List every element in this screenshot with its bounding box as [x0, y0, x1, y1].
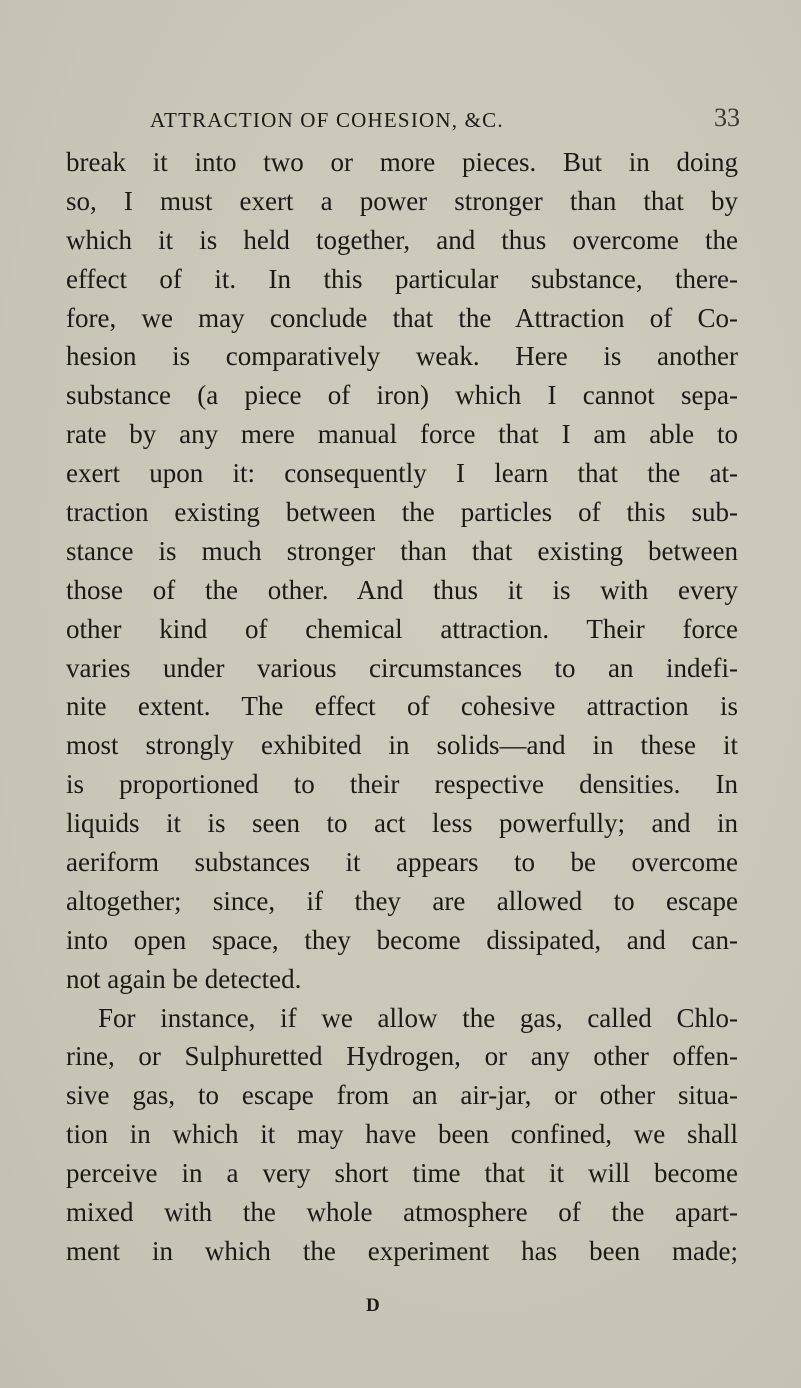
text-line: is proportioned to their respective densities. In: [66, 769, 738, 800]
text-line: other kind of chemical attraction. Their force: [66, 613, 738, 644]
page-number: 33: [714, 103, 740, 132]
text-line: traction existing between the particles of this sub-: [66, 497, 738, 528]
text-line: exert upon it: consequently I learn that the at-: [66, 458, 738, 489]
text-line: ment in which the experiment has been made;: [66, 1235, 738, 1266]
signature-mark: D: [366, 1295, 380, 1316]
text-line: which it is held together, and thus overcome the: [66, 224, 738, 255]
text-line: For instance, if we allow the gas, called Chlo-: [98, 1002, 738, 1033]
text-line: stance is much stronger than that existing between: [66, 535, 738, 566]
text-line: rate by any mere manual force that I am able to: [66, 419, 738, 450]
text-line: aeriform substances it appears to be overcome: [66, 847, 738, 878]
body-text: [66, 143, 738, 1271]
text-line: most strongly exhibited in solids—and in these it: [66, 730, 738, 761]
text-line: mixed with the whole atmosphere of the apart-: [66, 1197, 738, 1228]
text-line: break it into two or more pieces. But in doing: [66, 147, 738, 177]
text-line: rine, or Sulphuretted Hydrogen, or any other offen-: [66, 1041, 738, 1072]
text-line: effect of it. In this particular substance, there-: [66, 263, 738, 294]
text-line: perceive in a very short time that it will become: [66, 1158, 738, 1189]
text-line: into open space, they become dissipated, and can-: [66, 924, 738, 955]
text-line: fore, we may conclude that the Attraction of Co-: [66, 302, 738, 333]
running-head: ATTRACTION OF COHESION, &C.: [150, 108, 504, 132]
text-line: so, I must exert a power stronger than that by: [66, 185, 738, 216]
text-line: hesion is comparatively weak. Here is another: [66, 341, 738, 372]
text-line: varies under various circumstances to an indefi-: [66, 652, 738, 683]
text-line: those of the other. And thus it is with every: [66, 574, 738, 605]
text-line: tion in which it may have been confined, we shall: [66, 1119, 738, 1150]
text-line: substance (a piece of iron) which I cannot sepa-: [66, 380, 738, 411]
text-line: sive gas, to escape from an air-jar, or other situa-: [66, 1080, 738, 1111]
text-line: altogether; since, if they are allowed to escape: [66, 885, 738, 916]
text-line: not again be detected.: [66, 963, 302, 994]
text-line: nite extent. The effect of cohesive attraction is: [66, 691, 738, 722]
text-line: liquids it is seen to act less powerfully; and in: [66, 808, 738, 839]
